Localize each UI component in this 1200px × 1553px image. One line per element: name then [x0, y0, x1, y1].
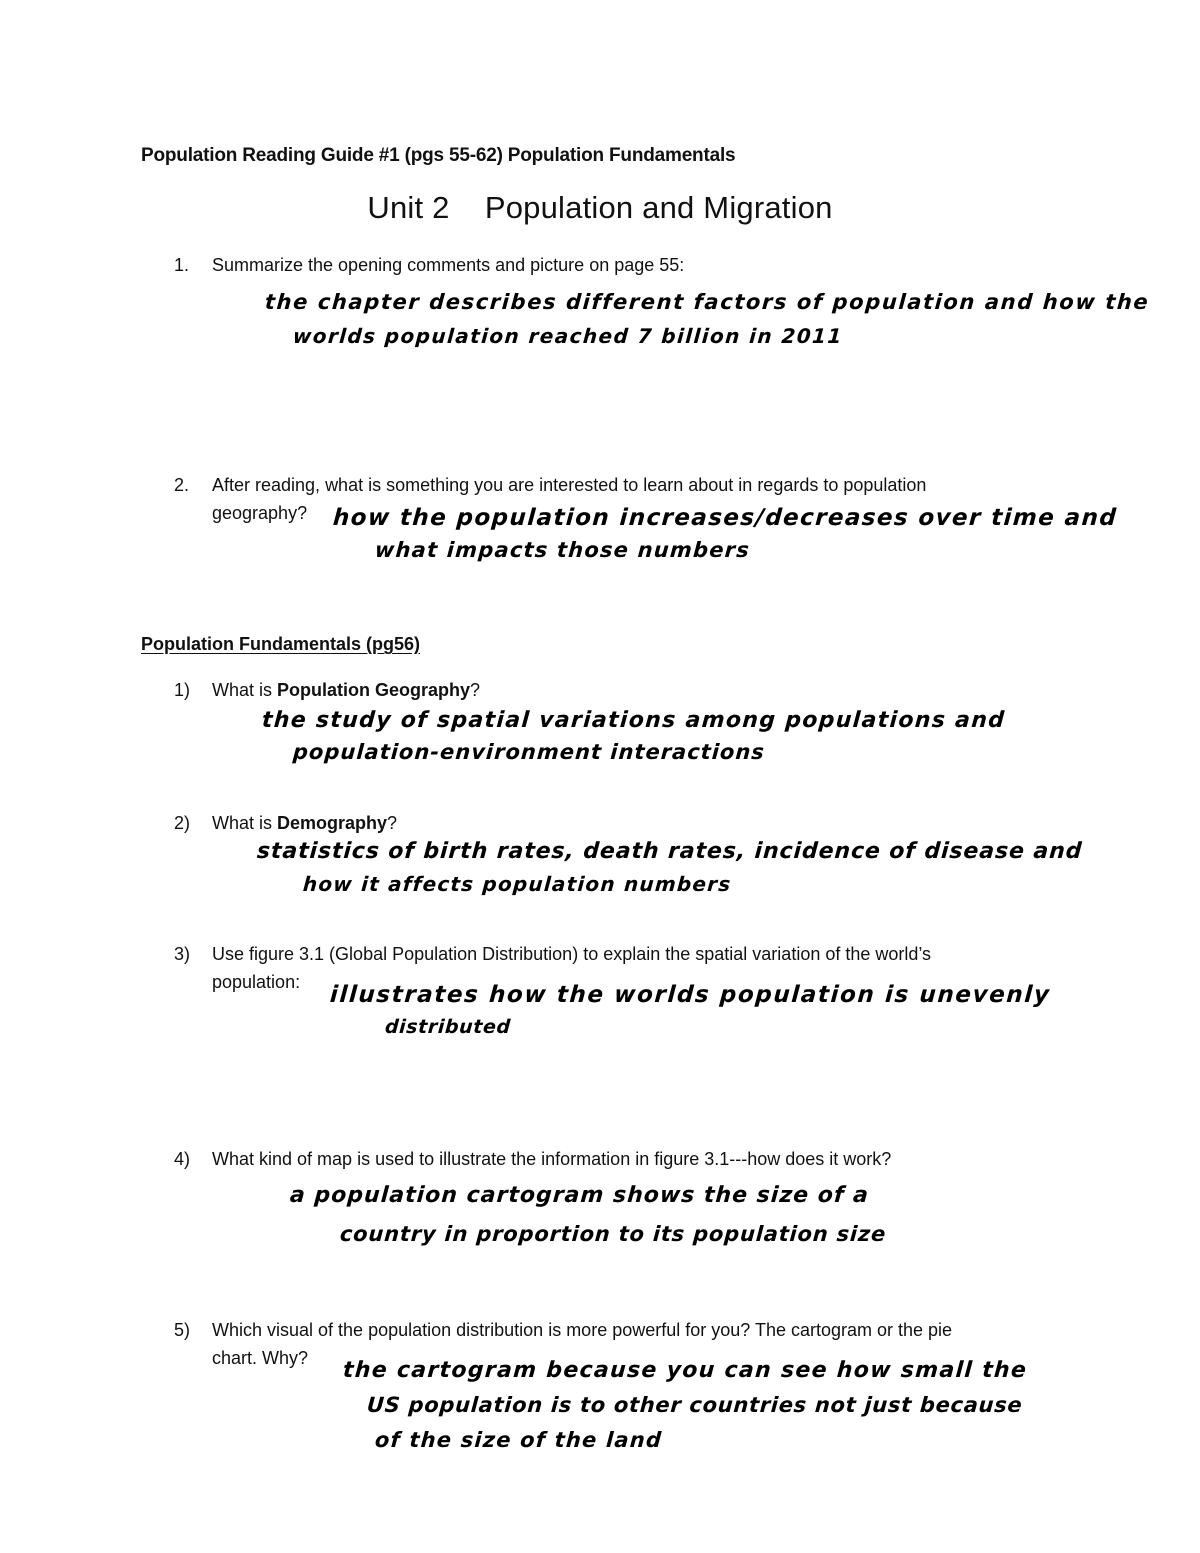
- handwritten-answer-line: how the population increases/decreases over time and: [332, 505, 1119, 531]
- question-prompt: What is Demography?: [212, 813, 398, 833]
- handwritten-answer-line: statistics of birth rates, death rates, incidence of disease and: [256, 839, 1084, 864]
- question-prompt: What is Population Geography?: [212, 680, 481, 700]
- handwritten-answer-line: what impacts those numbers: [374, 538, 751, 562]
- question-number: 2.: [174, 475, 190, 495]
- handwritten-answer-line: of the size of the land: [374, 1428, 664, 1452]
- key-term: Demography: [277, 813, 388, 833]
- key-term: Population Geography: [277, 680, 471, 700]
- handwritten-answer-line: the study of spatial variations among populations and: [261, 708, 1007, 733]
- question-prompt-continued: chart. Why?: [212, 1348, 309, 1368]
- section-heading: Population Fundamentals (pg56): [141, 634, 421, 654]
- handwritten-answer-line: the cartogram because you can see how small the: [342, 1358, 1029, 1383]
- handwritten-answer-line: illustrates how the worlds population is unevenly: [329, 982, 1052, 1008]
- handwritten-answer-line: country in proportion to its population size: [339, 1222, 887, 1246]
- question-prompt: Which visual of the population distribution is more powerful for you? The cartogram or the pie: [212, 1320, 953, 1340]
- question-number: 3): [174, 944, 191, 964]
- question-prompt: Summarize the opening comments and picture on page 55:: [212, 255, 685, 275]
- question-number: 1.: [174, 255, 190, 275]
- handwritten-answer-line: distributed: [384, 1016, 512, 1038]
- question-number: 4): [174, 1149, 191, 1169]
- question-prompt-continued: geography?: [212, 503, 308, 523]
- handwritten-answer-line: population-environment interactions: [292, 740, 766, 764]
- handwritten-answer-line: a population cartogram shows the size of a: [289, 1183, 870, 1208]
- unit-title: Unit 2 Population and Migration: [367, 190, 833, 225]
- question-number: 5): [174, 1320, 191, 1340]
- question-number: 2): [174, 813, 191, 833]
- question-prompt-continued: population:: [212, 972, 301, 992]
- guide-title: Population Reading Guide #1 (pgs 55-62) Population Fundamentals: [141, 145, 736, 166]
- handwritten-answer-line: the chapter describes different factors of population and how the: [264, 290, 1151, 314]
- handwritten-answer-line: how it affects population numbers: [302, 872, 733, 896]
- question-prompt: Use figure 3.1 (Global Population Distribution) to explain the spatial variation of the world’s: [212, 944, 932, 964]
- handwritten-answer-line: worlds population reached 7 billion in 2011: [292, 324, 844, 348]
- handwritten-answer-line: US population is to other countries not just because: [366, 1393, 1024, 1417]
- question-prompt: After reading, what is something you are interested to learn about in regards to population: [212, 475, 927, 495]
- question-prompt: What kind of map is used to illustrate the information in figure 3.1---how does it work?: [212, 1149, 892, 1169]
- question-number: 1): [174, 680, 191, 700]
